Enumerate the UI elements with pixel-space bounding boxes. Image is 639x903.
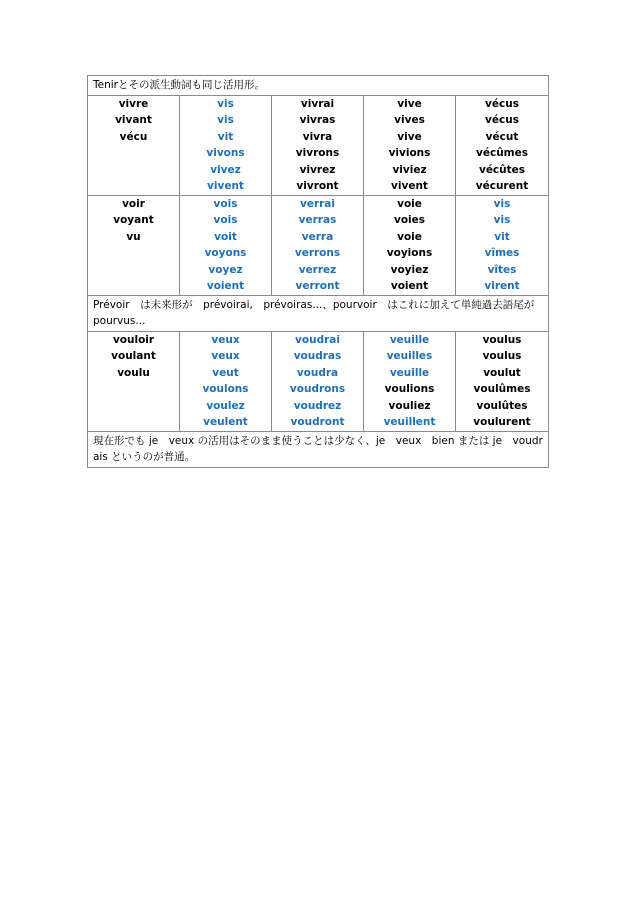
verb-form: verront [295, 280, 340, 292]
verb-form: vivons [206, 147, 245, 159]
verb-form: vis [493, 197, 511, 210]
verb-form: voyez [208, 263, 243, 276]
verb-form: verrons [294, 247, 341, 259]
verb-form: vivrez [299, 163, 336, 176]
verb-form: vécus [485, 114, 519, 126]
verb-form: voyant [113, 214, 154, 226]
verb-form: vois [213, 214, 238, 226]
forms-base [88, 195, 180, 295]
forms-future [272, 195, 364, 295]
verb-form: voyions [386, 247, 433, 259]
verb-form: vîtes [487, 263, 517, 276]
verb-form: voulus [482, 350, 522, 362]
verb-form: voit [214, 230, 237, 243]
forms-simple-past [456, 195, 549, 295]
verb-form: veulent [203, 416, 248, 428]
verb-form: vivrai [300, 97, 335, 110]
verb-form: voir [122, 197, 145, 210]
verb-form: voudront [290, 416, 345, 428]
verb-form: voudra [296, 366, 339, 379]
verb-form: vive [397, 130, 422, 143]
verb-block-voir [88, 195, 549, 295]
forms-subjunctive [364, 331, 456, 431]
verb-form: vécûmes [476, 147, 528, 159]
verb-form: voulut [483, 366, 521, 379]
forms-simple-past [456, 95, 549, 195]
verb-form: vis [217, 114, 234, 126]
verb-form: vivre [118, 97, 149, 110]
verb-form: vis [493, 214, 511, 226]
verb-form: veux [211, 350, 240, 362]
verb-form: voulu [117, 366, 150, 379]
verb-form: veuille [389, 333, 430, 346]
verb-form: voient [390, 280, 429, 292]
verb-form: voulant [111, 350, 156, 362]
verb-form: veuillent [383, 416, 436, 428]
forms-simple-past [456, 331, 549, 431]
verb-form: veuilles [386, 350, 433, 362]
conjugation-table [87, 75, 549, 468]
verb-form: vit [217, 130, 234, 143]
forms-subjunctive [364, 195, 456, 295]
note-row-prevoir [88, 295, 549, 331]
verb-form: verrai [299, 197, 335, 210]
note-row-tenir [88, 76, 549, 96]
verb-form: vécûtes [478, 163, 526, 176]
note-row-vouloir [88, 431, 549, 467]
forms-subjunctive [364, 95, 456, 195]
forms-present [180, 331, 272, 431]
verb-form: vécus [485, 97, 519, 110]
verb-block-vivre [88, 95, 549, 195]
verb-form: voulûmes [473, 383, 531, 395]
verb-form: vécu [119, 130, 148, 143]
verb-form: veuille [389, 366, 430, 379]
forms-present [180, 195, 272, 295]
verb-form: vivions [388, 147, 431, 159]
verb-form: veux [211, 333, 240, 346]
verb-form: vives [394, 114, 425, 126]
note-vouloir: 現在形でも je veux の活用はそのまま使うことは少なく、je veux bien または je voudrais というのが普通。 [88, 431, 549, 467]
verb-form: voulurent [473, 416, 531, 428]
verb-form: voyiez [390, 263, 429, 276]
verb-form: voie [397, 230, 422, 243]
verb-form: vivras [299, 114, 336, 126]
verb-form: verrez [298, 263, 337, 276]
verb-form: vivent [391, 180, 428, 192]
forms-future [272, 95, 364, 195]
verb-form: vive [397, 97, 422, 110]
verb-form: voudrez [293, 399, 342, 412]
verb-form: vivant [115, 114, 152, 126]
verb-form: vécut [485, 130, 519, 143]
verb-form: vîmes [484, 247, 520, 259]
verb-form: vivez [210, 163, 241, 176]
verb-form: vouliez [388, 399, 431, 412]
verb-form: voyons [204, 247, 247, 259]
verb-form: vivra [302, 130, 333, 143]
verb-form: voudras [293, 350, 342, 362]
verb-form: vouloir [112, 333, 155, 346]
verb-form: verra [301, 230, 334, 243]
note-prevoir: Prévoir は未来形が prévoirai, prévoiras...、pourvoir はこれに加えて単純過去語尾が pourvus... [88, 295, 549, 331]
verb-form: veut [212, 366, 239, 379]
verb-form: voulez [206, 399, 245, 412]
verb-form: vivrons [295, 147, 340, 159]
verb-form: virent [484, 280, 520, 292]
verb-form: voulus [482, 333, 522, 346]
verb-form: voudrons [289, 383, 346, 395]
verb-form: viviez [392, 163, 427, 176]
verb-form: vois [213, 197, 238, 210]
note-tenir: Tenirとその派生動詞も同じ活用形。 [88, 76, 549, 96]
forms-future [272, 331, 364, 431]
verb-form: voudrai [295, 333, 340, 346]
verb-block-vouloir [88, 331, 549, 431]
verb-form: vis [217, 97, 234, 110]
verb-form: voulûtes [476, 399, 528, 412]
forms-base [88, 95, 180, 195]
verb-form: voulions [384, 383, 435, 395]
verb-form: verras [298, 214, 337, 226]
forms-base [88, 331, 180, 431]
verb-form: vécurent [475, 180, 529, 192]
verb-form: vivent [207, 180, 244, 192]
verb-form: voient [206, 280, 245, 292]
verb-form: voulons [202, 383, 249, 395]
verb-form: voies [393, 214, 426, 226]
verb-form: voie [397, 197, 422, 210]
verb-form: vivront [296, 180, 339, 192]
verb-form: vu [126, 230, 141, 243]
verb-form: vit [494, 230, 510, 243]
forms-present [180, 95, 272, 195]
